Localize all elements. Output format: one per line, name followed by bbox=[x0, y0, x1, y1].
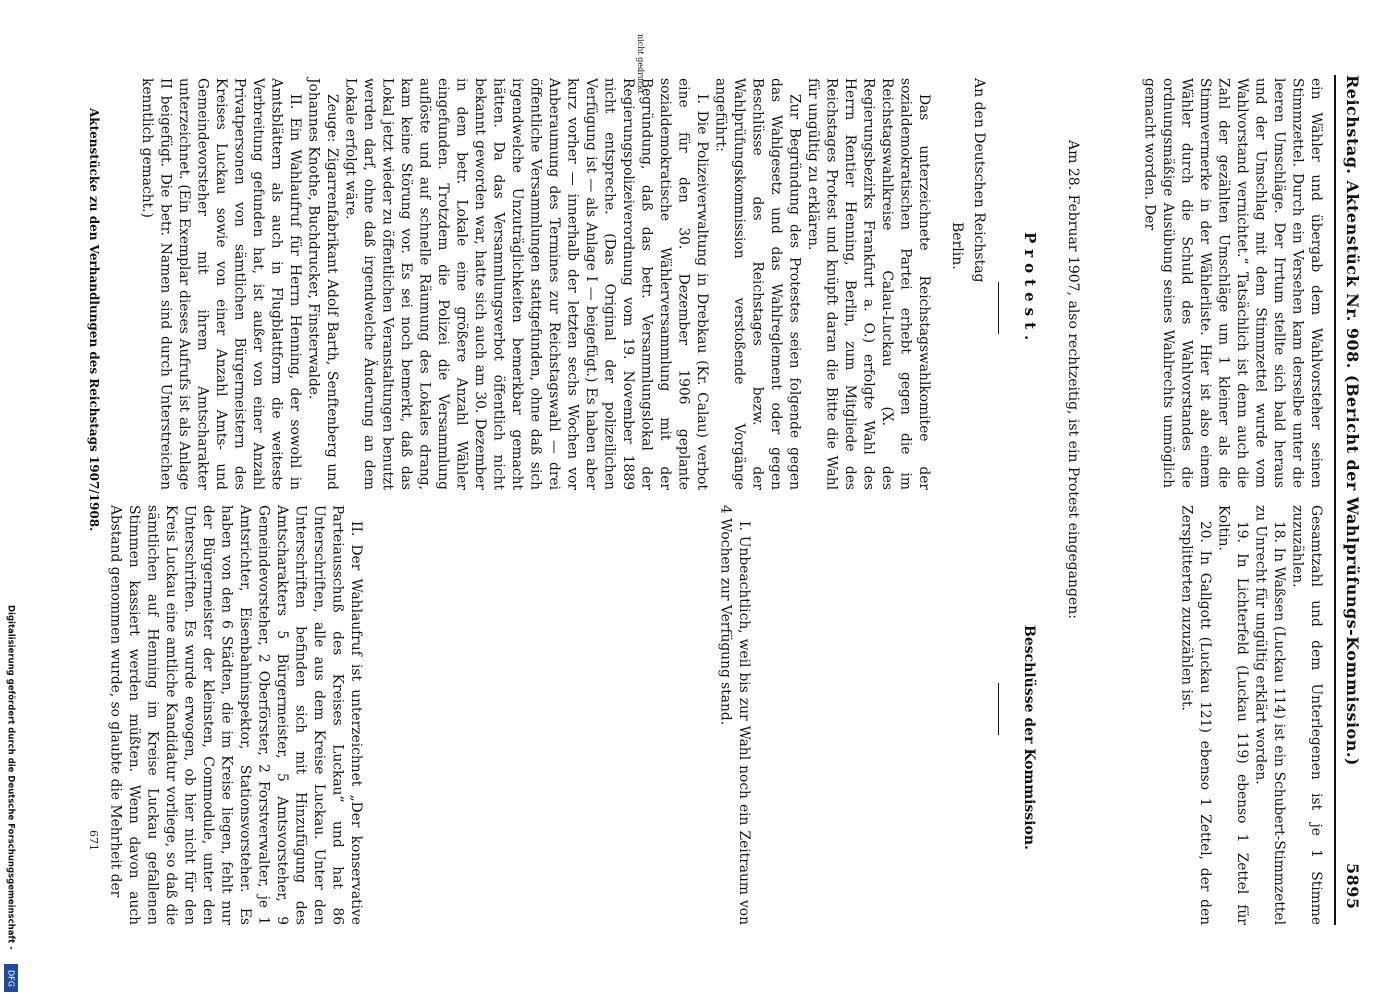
protest-body bbox=[139, 78, 933, 490]
paragraph: II. Ein Wahlaufruf für Herrn Henning, der sowohl in Amtsblättern als auch in Flugblattform die weiteste Verbreitung gefunden hat, ist außer von einer Anzahl Privatpersonen von sämtlichen Bürgermeistern des Kreises Luckau sowie von einer Anzahl Amts- und Gemeindevorsteher mit ihrem Amtscharakter unterzeichnet. (Ein Exemplar dieses Aufrufs ist als Anlage II beigefügt. Die betr. Namen sind durch Unterstreichen kenntlich gemacht.) bbox=[139, 78, 303, 490]
page-number: 5895 bbox=[1343, 863, 1362, 910]
commission-body bbox=[695, 505, 753, 925]
digitization-credit: Digitalisierung gefördert durch die Deutsche Forschungsgemeinschaft - bbox=[5, 605, 16, 950]
paragraph: Zeuge: Zigarrenfabrikant Adolf Barth, Senftenberg und Johannes Knothe, Buchdrucker, Finsterwalde. bbox=[305, 78, 340, 490]
paragraph: I. Unbeachtlich, weil bis zur Wahl noch ein Zeitraum von 4 Wochen zur Verfügung stand. bbox=[717, 505, 752, 925]
page-signature: 671 bbox=[87, 830, 100, 851]
date-line: Am 28. Februar 1907, also rechtzeitig, ist ein Protest eingegangen: bbox=[1065, 140, 1081, 619]
top-right-paragraphs bbox=[1110, 505, 1325, 925]
header-title: Reichstag. Aktenstück Nr. 908. (Bericht der Wahlprüfungs-Kommission.) bbox=[1343, 75, 1362, 766]
address-line: Berlin. bbox=[949, 222, 965, 270]
paragraph: 18. In Waßsen (Luckau 114) ist ein Schubert-Stimmzettel zu Unrecht für ungültig erklärt worden. bbox=[1252, 505, 1287, 925]
top-left-paragraph bbox=[1110, 78, 1325, 488]
commission-body bbox=[95, 505, 365, 925]
header-rule bbox=[1334, 75, 1336, 925]
paragraph: Gesamtzahl und dem Unterlegenen ist je 1 Stimme zuzuzählen. bbox=[1289, 505, 1324, 925]
paragraph: ein Wähler und übergab dem Wahlvorsteher seinen Stimmzettel. Durch ein Versehen kam derselbe unter die leeren Umschläge. Der Irrtum stellte sich bald heraus und der Umschlag mit dem Stimmzettel wurde vom Wahlvorstand vernichtet.“ Tatsächlich ist denn auch die Zahl der gezählten Umschläge um 1 kleiner als die Stimmvermerke in der Wählerliste. Hier ist also einem Wähler durch die Schuld des Wahlvorstandes die ordnungsmäßige Ausübung seines Wahlrechts unmöglich gemacht worden. Der bbox=[1141, 78, 1324, 488]
paragraph: 20. In Gallgott (Luckau 121) ebenso 1 Zettel, der den Zersplitterten zuzuzählen ist. bbox=[1178, 505, 1213, 925]
paragraph: II. Der Wahlaufruf ist unterzeichnet „Der konservative Parteiausschuß des Kreises Luckau“ und hat 86 Unterschriften, alle aus dem Kreise Luckau. Unter den Unterschriften befinden sich mit Hinzufügung des Amtscharakters 5 Bürgermeister, 5 Amtsvorsteher, 9 Gemeindevorsteher, 2 Oberförster, 2 Forstverwalter, je 1 Amtsrichter, Eisenbahninspektor, Stationsvorsteher. Es haben von den 6 Städten, die im Kreise liegen, fehlt nur der Bürgermeister der kleinsten, Commodule, unter den Unterschriften. Es wurde erwogen, ob hier nicht für den Kreis Luckau eine amtliche Kandidatur vorliege, so daß die sämtlichen auf Henning im Kreise Luckau gefallenen Stimmen kassiert werden müßten. Wenn davon auch Abstand genommen wurde, so glaubte die Mehrheit der bbox=[107, 505, 364, 925]
margin-note: nicht gedruckt bbox=[636, 34, 645, 94]
protest-heading: Protest. bbox=[1021, 232, 1039, 347]
heading-rule bbox=[998, 282, 999, 334]
paragraph: Das unterzeichnete Reichstagswahlkomitee der sozialdemokratischen Partei erhebt gegen die im Reichstagswahlkreise Calau-Luckau (X. des Regierungsbezirks Frankfurt a. O.) erfolgte Wahl des Herrn Rentier Henning, Berlin, zum Mitgliede des Reichstages Protest und knüpft daran die Bitte die Wahl für ungültig zu erklären. bbox=[805, 78, 932, 490]
dfg-logo: DFG bbox=[4, 964, 18, 992]
heading-rule bbox=[998, 683, 999, 735]
paragraph: I. Die Polizeiverwaltung in Drebkau (Kr. Calau) verbot eine für den 30. Dezember 1906 geplante sozialdemokratische Wählerversammlung mit der Begründung, daß das betr. Versammlungslokal der Regierungspolizeiverordnung vom 19. November 1889 nicht entspreche. (Das Original der polizeilichen Verfügung ist — als Anlage I — beigefügt.) Es haben aber kurz vorher — innerhalb der letzten sechs Wochen vor Anberaumung des Termines zur Reichstagswahl — drei öffentliche Versammlungen stattgefunden, ohne daß sich irgendwelche Unzuträglichkeiten bemerkbar gemacht hätten. Da das Versammlungsverbot öffentlich nicht bekannt geworden war, hatte sich auch am 30. Dezember in dem betr. Lokale eine größere Anzahl Wähler eingefunden. Trotzdem die Polizei die Versammlung auflöste und auf schnelle Räumung des Lokales drang, kam keine Störung vor. Es sei noch bemerkt, daß das Lokal jetzt wieder zu öffentlichen Veranstaltungen benutzt werden darf, ohne daß irgendwelche Änderung an dem Lokale erfolgt wäre. bbox=[342, 78, 710, 490]
footer-text: Aktenstücke zu den Verhandlungen des Reichstags 1907/1908. bbox=[87, 108, 101, 532]
address-line: An den Deutschen Reichstag bbox=[971, 78, 987, 283]
commission-heading: Beschlüsse der Kommission. bbox=[1021, 625, 1037, 850]
paragraph: Zur Begründung des Protestes seien folgende gegen das Wahlgesetz und das Wahlreglement oder gegen Beschlüsse des Reichstages bezw. der Wahlprüfungskommission verstoßende Vorgänge angeführt: bbox=[712, 78, 803, 490]
paragraph: 19. In Lichterfeld (Luckau 119) ebenso 1 Zettel für Koltin. bbox=[1215, 505, 1250, 925]
